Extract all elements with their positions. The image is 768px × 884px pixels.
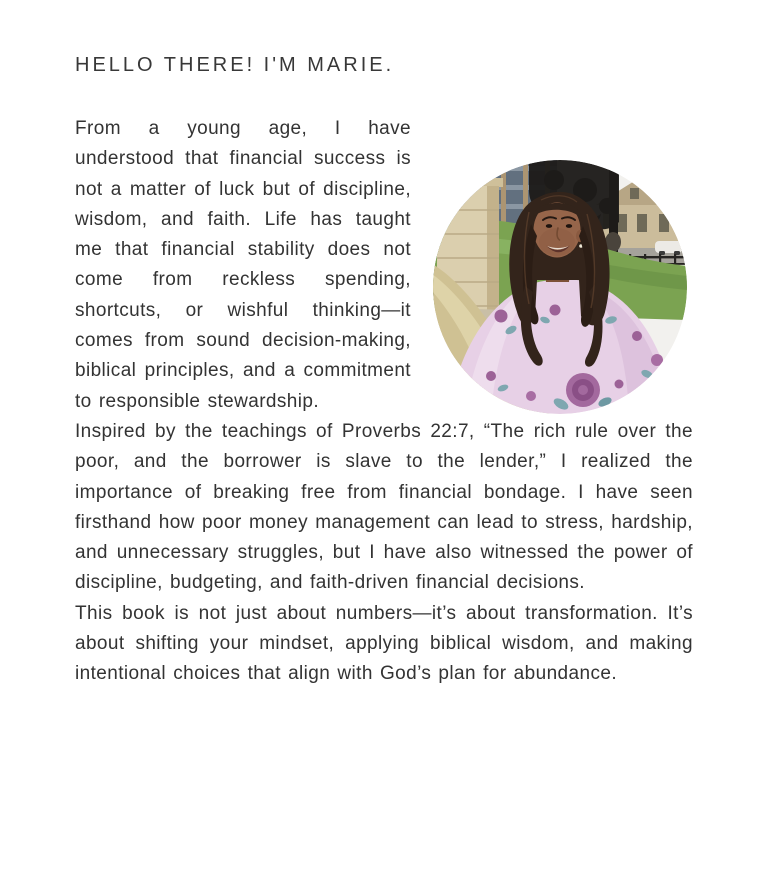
page-title: HELLO THERE! I'M MARIE.: [75, 54, 395, 76]
author-portrait-photo: [433, 160, 687, 414]
intro-paragraph: From a young age, I have understood that financial success is not a matter of luck but of discipline, wisdom, and faith. Life has taught me that financial stability does not come from reckless spending, shortcuts, or wishful thinking—it comes from sound decision-making, biblical principles, and a commitment to responsible stewardship.: [75, 118, 411, 412]
book-purpose-paragraph: This book is not just about numbers—it’s about transformation. It’s about shifting your mindset, applying biblical wisdom, and making intentional choices that align with God’s plan for abundance.: [75, 602, 693, 685]
proverbs-paragraph: Inspired by the teachings of Proverbs 22:7, “The rich rule over the poor, and the borrower is slave to the lender,” I realized the importance of breaking free from financial bondage. I have seen firsthand how poor money management can lead to stress, hardship, and unnecessary struggles, but I have also witnessed the power of discipline, budgeting, and faith-driven financial decisions.: [75, 420, 693, 594]
car: [655, 241, 682, 255]
